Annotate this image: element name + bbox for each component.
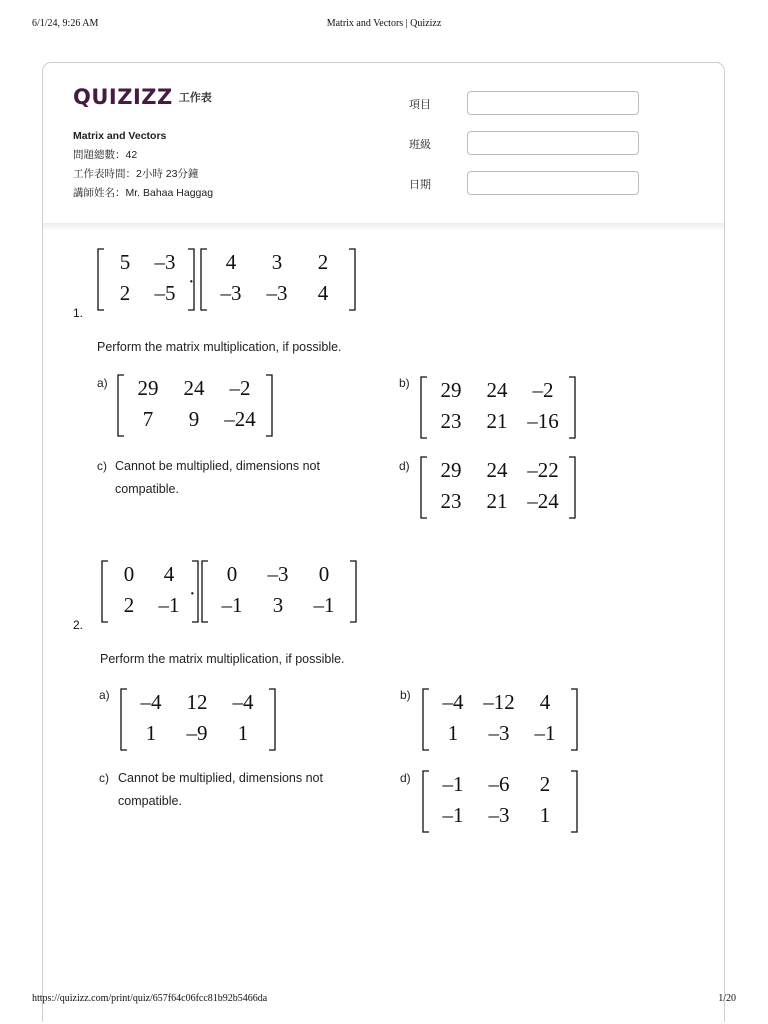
matrix-entry: 9 — [188, 407, 200, 431]
option-a-label: a) — [97, 376, 108, 390]
print-datetime: 6/1/24, 9:26 AM — [32, 18, 99, 29]
right-bracket — [349, 249, 355, 310]
question-matrix-a — [99, 557, 201, 631]
class-input[interactable] — [467, 131, 639, 155]
matrix-entry: 23 — [440, 489, 462, 513]
matrix-entry: –1 — [534, 721, 556, 745]
right-bracket — [266, 375, 272, 436]
left-bracket — [423, 689, 429, 750]
matrix-entry: 0 — [318, 562, 330, 586]
left-bracket — [421, 377, 427, 438]
matrix-entry: 3 — [271, 250, 283, 274]
matrix-entry: –6 — [488, 772, 510, 796]
right-bracket — [571, 771, 577, 832]
matrix-svg — [95, 245, 197, 314]
worksheet-header — [43, 63, 724, 224]
field-date — [409, 171, 694, 195]
field-label: 班級 — [409, 138, 431, 151]
matrix-entry: 4 — [163, 562, 175, 586]
option-d-matrix[interactable] — [420, 767, 580, 841]
matrix-entry: –24 — [224, 407, 256, 431]
matrix-entry: –3 — [220, 281, 242, 305]
option-a-label: a) — [99, 688, 110, 702]
matrix-entry: –1 — [442, 803, 464, 827]
subject-input[interactable] — [467, 91, 639, 115]
matrix-entry: –5 — [154, 281, 176, 305]
page-number: 1/20 — [718, 993, 736, 1004]
quiz-title: Matrix and Vectors — [73, 130, 167, 142]
field-class — [409, 131, 694, 155]
left-bracket — [98, 249, 104, 310]
matrix-entry: –2 — [229, 376, 251, 400]
matrix-entry: –16 — [527, 409, 559, 433]
left-bracket — [423, 771, 429, 832]
matrix-svg — [420, 685, 580, 754]
field-label: 日期 — [409, 178, 431, 191]
matrix-entry: –24 — [527, 489, 559, 513]
matrix-entry: –9 — [186, 721, 208, 745]
matrix-entry: 1 — [237, 721, 249, 745]
question-number: 2. — [73, 618, 84, 632]
left-bracket — [202, 561, 208, 622]
matrix-svg — [198, 245, 358, 314]
matrix-entry: 7 — [142, 407, 154, 431]
option-c-label: c) — [97, 459, 107, 473]
matrix-entry: –4 — [232, 690, 254, 714]
matrix-entry: –3 — [267, 562, 289, 586]
worksheet-card — [42, 62, 725, 1022]
logo-subtitle: 工作表 — [178, 91, 212, 104]
print-url: https://quizizz.com/print/quiz/657f64c06fcc81b92b5466da — [32, 993, 268, 1004]
matrix-entry: 12 — [186, 690, 208, 714]
matrix-svg — [115, 371, 275, 440]
matrix-svg — [99, 557, 201, 626]
matrix-entry: 1 — [145, 721, 157, 745]
matrix-entry: 29 — [440, 458, 462, 482]
print-title: Matrix and Vectors | Quizizz — [326, 18, 442, 29]
question-prompt: Perform the matrix multiplication, if possible. — [100, 652, 345, 666]
matrix-entry: 21 — [486, 489, 508, 513]
option-b-matrix[interactable] — [418, 373, 578, 447]
left-bracket — [201, 249, 207, 310]
matrix-entry: 29 — [137, 376, 159, 400]
field-label: 項目 — [409, 98, 431, 111]
matrix-entry: 4 — [317, 281, 329, 305]
matrix-entry: –12 — [483, 690, 515, 714]
matrix-entry: 21 — [486, 409, 508, 433]
question-matrix-a — [95, 245, 197, 319]
matrix-svg — [418, 453, 578, 522]
matrix-entry: 3 — [272, 593, 284, 617]
dot-operator: · — [188, 271, 195, 293]
option-c-text[interactable]: Cannot be multiplied, dimensions not compatible. — [115, 459, 320, 496]
matrix-entry: 2 — [317, 250, 329, 274]
matrix-entry: 0 — [123, 562, 135, 586]
matrix-entry: –3 — [154, 250, 176, 274]
option-b-label: b) — [400, 688, 411, 702]
left-bracket — [102, 561, 108, 622]
logo-text: QUIZIZZ — [73, 85, 173, 109]
matrix-entry: 1 — [447, 721, 459, 745]
matrix-entry: 29 — [440, 378, 462, 402]
field-subject — [409, 91, 694, 115]
right-bracket — [569, 377, 575, 438]
dot-operator: · — [189, 583, 196, 605]
left-bracket — [421, 457, 427, 518]
matrix-entry: –4 — [442, 690, 464, 714]
question-matrix-b — [198, 245, 358, 319]
quizizz-logo — [73, 85, 212, 109]
option-d-label: d) — [400, 771, 411, 785]
option-b-matrix[interactable] — [420, 685, 580, 759]
matrix-entry: –3 — [266, 281, 288, 305]
date-input[interactable] — [467, 171, 639, 195]
option-b-label: b) — [399, 376, 410, 390]
matrix-entry: –3 — [488, 803, 510, 827]
matrix-entry: –1 — [158, 593, 180, 617]
option-c-label: c) — [99, 771, 109, 785]
option-a-matrix[interactable] — [115, 371, 275, 445]
matrix-entry: –3 — [488, 721, 510, 745]
matrix-svg — [420, 767, 580, 836]
teacher-name: 講師姓名：Mr. Bahaa Haggag — [73, 187, 214, 199]
matrix-svg — [118, 685, 278, 754]
header-divider — [43, 223, 724, 231]
matrix-entry: 2 — [119, 281, 131, 305]
matrix-entry: 5 — [119, 250, 131, 274]
matrix-svg — [418, 373, 578, 442]
matrix-entry: 4 — [539, 690, 551, 714]
matrix-entry: 2 — [539, 772, 551, 796]
matrix-entry: 0 — [226, 562, 238, 586]
option-c-text[interactable]: Cannot be multiplied, dimensions not compatible. — [118, 771, 323, 808]
left-bracket — [121, 689, 127, 750]
matrix-entry: –1 — [221, 593, 243, 617]
question-prompt: Perform the matrix multiplication, if possible. — [97, 340, 342, 354]
right-bracket — [569, 457, 575, 518]
quiz-meta — [73, 127, 213, 203]
matrix-entry: 24 — [486, 458, 508, 482]
option-d-matrix[interactable] — [418, 453, 578, 527]
worksheet-time: 工作表時間：2小時 23分鐘 — [73, 168, 199, 180]
right-bracket — [269, 689, 275, 750]
right-bracket — [571, 689, 577, 750]
matrix-entry: –1 — [442, 772, 464, 796]
matrix-entry: 24 — [486, 378, 508, 402]
matrix-entry: 2 — [123, 593, 135, 617]
option-d-label: d) — [399, 459, 410, 473]
matrix-entry: –2 — [532, 378, 554, 402]
right-bracket — [350, 561, 356, 622]
matrix-entry: –22 — [527, 458, 559, 482]
matrix-entry: –1 — [313, 593, 335, 617]
left-bracket — [118, 375, 124, 436]
matrix-entry: –4 — [140, 690, 162, 714]
question-count: 問題總數：42 — [73, 149, 138, 161]
matrix-svg — [199, 557, 359, 626]
matrix-entry: 1 — [539, 803, 551, 827]
matrix-entry: 24 — [183, 376, 205, 400]
matrix-entry: 23 — [440, 409, 462, 433]
matrix-entry: 4 — [225, 250, 237, 274]
option-a-matrix[interactable] — [118, 685, 278, 759]
question-matrix-b — [199, 557, 359, 631]
question-number: 1. — [73, 306, 84, 320]
